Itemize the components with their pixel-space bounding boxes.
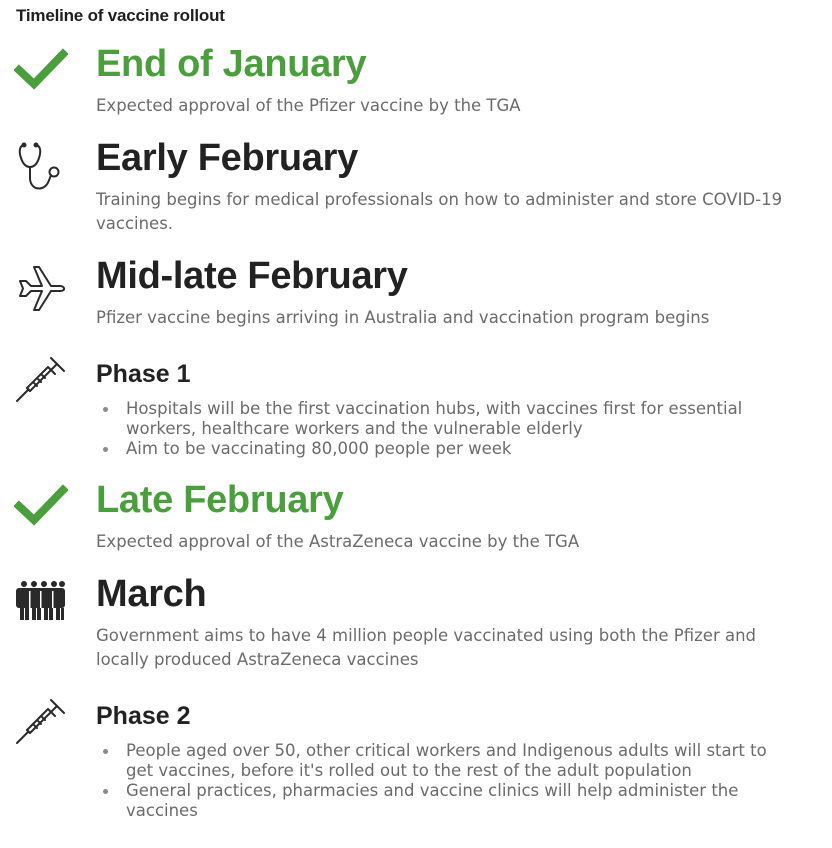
syringe-icon — [14, 354, 68, 408]
syringe-icon — [14, 696, 68, 750]
entry-heading: Phase 1 — [96, 360, 191, 388]
entry-heading: Late February — [96, 479, 344, 521]
list-item: People aged over 50, other critical workers and Indigenous adults will start to get vaccines, before it's rolled out to the rest of the adult population — [96, 741, 796, 781]
entry-heading: Mid-late February — [96, 255, 408, 297]
crowd-icon — [14, 575, 68, 629]
entry-heading: Phase 2 — [96, 702, 191, 730]
entry-description: Expected approval of the AstraZeneca vaccine by the TGA — [96, 532, 580, 551]
stethoscope-icon — [14, 140, 68, 194]
entry-heading: March — [96, 573, 207, 615]
entry-description: Training begins for medical professionals on how to administer and store COVID-19 vaccines. — [96, 190, 783, 233]
entry-description: Expected approval of the Pfizer vaccine by the TGA — [96, 96, 521, 115]
list-item: Aim to be vaccinating 80,000 people per week — [96, 439, 796, 459]
entry-description: Government aims to have 4 million people vaccinated using both the Pfizer and locally produced AstraZeneca vaccines — [96, 626, 757, 669]
checkmark-icon — [14, 478, 68, 532]
bullet-list — [96, 741, 796, 821]
entry-description: Pfizer vaccine begins arriving in Australia and vaccination program begins — [96, 308, 710, 327]
entry-heading: Early February — [96, 137, 358, 179]
checkmark-icon — [14, 42, 68, 96]
airplane-icon — [14, 259, 68, 313]
entry-heading: End of January — [96, 43, 367, 85]
bullet-list — [96, 399, 796, 459]
page-title: Timeline of vaccine rollout — [16, 6, 225, 25]
list-item: Hospitals will be the first vaccination hubs, with vaccines first for essential workers, healthcare workers and the vulnerable elderly — [96, 399, 796, 439]
list-item: General practices, pharmacies and vaccine clinics will help administer the vaccines — [96, 781, 796, 821]
